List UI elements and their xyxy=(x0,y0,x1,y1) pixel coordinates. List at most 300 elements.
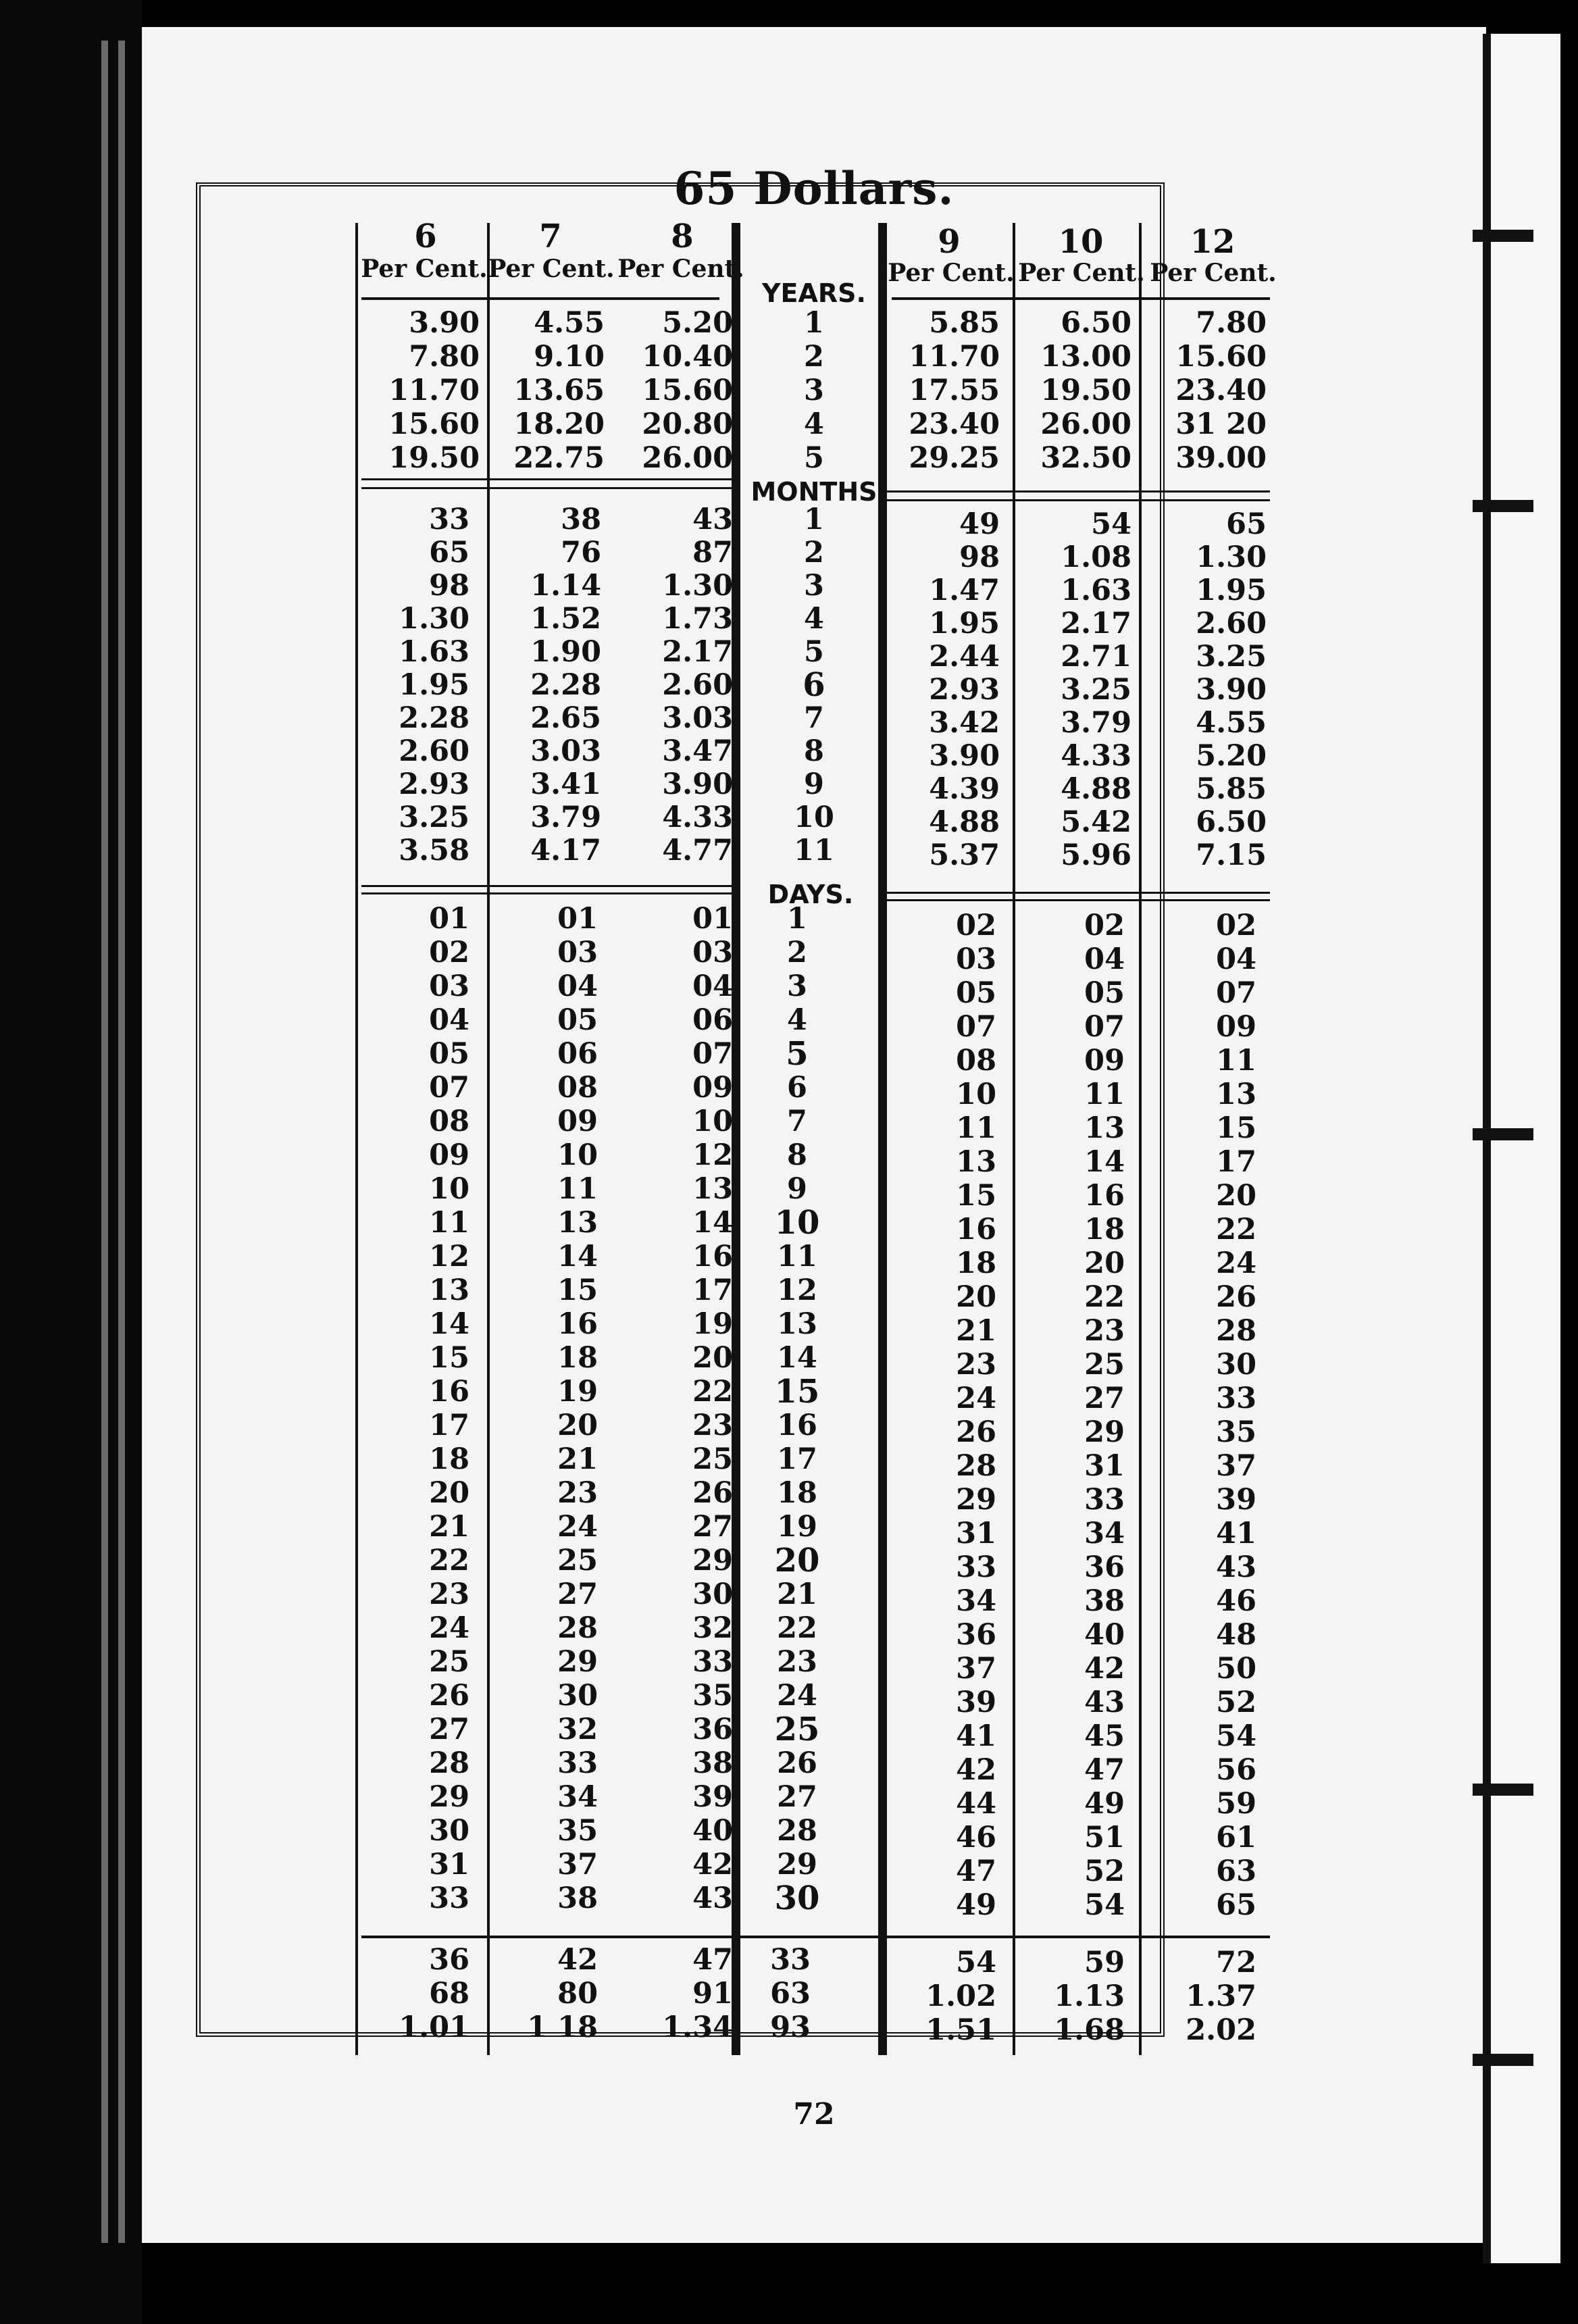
days-col-10-cell: 42 xyxy=(1084,1652,1125,1686)
header-rate-7: 7 xyxy=(539,218,562,255)
totals-col-7-cell: 42 xyxy=(557,1943,598,1977)
months-col-10-cell: 2.17 xyxy=(1061,607,1131,640)
days-col-8-cell: 36 xyxy=(692,1713,733,1746)
years-col-7 xyxy=(486,306,605,475)
days-col-8-cell: 04 xyxy=(692,969,733,1003)
months-col-8-cell: 2.17 xyxy=(662,635,733,669)
years-col-10-cell: 13.00 xyxy=(1040,340,1131,374)
days-periods-cell: 14 xyxy=(777,1341,817,1375)
days-col-10-cell: 47 xyxy=(1084,1753,1125,1787)
days-col-6-cell: 24 xyxy=(429,1611,469,1645)
days-col-6-cell: 31 xyxy=(429,1848,469,1881)
days-col-10-cell: 51 xyxy=(1084,1821,1125,1854)
years-col-8 xyxy=(611,306,733,475)
header-rate-6: 6 xyxy=(414,218,437,255)
days-col-7-cell: 27 xyxy=(557,1577,598,1611)
days-periods-cell: 18 xyxy=(777,1476,817,1510)
months-col-12-cell: 6.50 xyxy=(1196,805,1267,839)
totals-col-10-cell: 1.13 xyxy=(1054,1979,1125,2013)
days-col-6-cell: 22 xyxy=(429,1544,469,1577)
days-col-6-cell: 02 xyxy=(429,936,469,969)
years-section-rule xyxy=(878,490,1270,501)
years-col-8-cell: 10.40 xyxy=(642,340,733,374)
days-col-7-cell: 24 xyxy=(557,1510,598,1544)
days-col-6-cell: 14 xyxy=(429,1307,469,1341)
months-col-6-cell: 1.63 xyxy=(399,635,469,669)
days-col-12-cell: 37 xyxy=(1216,1449,1256,1483)
totals-col-7 xyxy=(486,1943,598,2044)
days-periods-cell: 1 xyxy=(787,902,807,936)
days-periods-cell: 8 xyxy=(787,1138,807,1172)
days-col-7-cell: 05 xyxy=(557,1003,598,1037)
months-col-6-cell: 3.25 xyxy=(399,801,469,834)
days-col-12-cell: 65 xyxy=(1216,1888,1256,1922)
days-col-7-cell: 06 xyxy=(557,1037,598,1071)
years-periods xyxy=(743,306,885,475)
days-col-7-cell: 34 xyxy=(557,1780,598,1814)
days-col-8-cell: 17 xyxy=(692,1273,733,1307)
days-periods-cell: 28 xyxy=(777,1814,817,1848)
days-col-8-cell: 06 xyxy=(692,1003,733,1037)
days-col-10-cell: 29 xyxy=(1084,1415,1125,1449)
days-col-6-cell: 05 xyxy=(429,1037,469,1071)
days-col-10-cell: 45 xyxy=(1084,1719,1125,1753)
days-col-12-cell: 56 xyxy=(1216,1753,1256,1787)
days-col-12-cell: 04 xyxy=(1216,942,1256,976)
binding-thread xyxy=(1473,1128,1533,1140)
header-rate-10: 10 xyxy=(1058,223,1104,261)
days-col-9-cell: 34 xyxy=(956,1584,996,1618)
years-col-12 xyxy=(1142,306,1267,475)
days-col-10-cell: 40 xyxy=(1084,1618,1125,1652)
months-col-12-cell: 5.20 xyxy=(1196,739,1267,773)
days-col-12-cell: 48 xyxy=(1216,1618,1256,1652)
months-col-12-cell: 5.85 xyxy=(1196,772,1267,806)
days-col-9-cell: 33 xyxy=(956,1550,996,1584)
months-col-6-cell: 65 xyxy=(429,536,469,570)
months-col-10-cell: 1.63 xyxy=(1061,574,1131,607)
days-col-10-cell: 09 xyxy=(1084,1044,1125,1078)
days-col-8-cell: 23 xyxy=(692,1409,733,1442)
days-label: DAYS. xyxy=(767,880,854,909)
days-periods-cell: 19 xyxy=(777,1510,817,1544)
years-col-10-cell: 19.50 xyxy=(1040,374,1131,407)
days-col-7-cell: 10 xyxy=(557,1138,598,1172)
days-col-7-cell: 38 xyxy=(557,1881,598,1915)
years-col-7-cell: 22.75 xyxy=(513,441,605,475)
months-col-12 xyxy=(1142,508,1267,872)
header-rate-8: 8 xyxy=(671,218,694,255)
book-binding xyxy=(1483,34,1491,2263)
years-col-10-cell: 32.50 xyxy=(1040,441,1131,475)
days-col-9-cell: 21 xyxy=(956,1314,996,1348)
totals-col-10-cell: 59 xyxy=(1084,1946,1125,1979)
days-col-9-cell: 37 xyxy=(956,1652,996,1686)
totals-col-9 xyxy=(878,1946,996,2047)
days-periods-cell: 24 xyxy=(777,1679,817,1713)
days-col-6-cell: 13 xyxy=(429,1273,469,1307)
days-col-6-cell: 01 xyxy=(429,902,469,936)
days-col-12-cell: 11 xyxy=(1216,1044,1256,1078)
days-col-10-cell: 22 xyxy=(1084,1280,1125,1314)
days-col-10-cell: 20 xyxy=(1084,1246,1125,1280)
days-col-8-cell: 07 xyxy=(692,1037,733,1071)
months-col-9-cell: 98 xyxy=(959,540,1000,574)
days-periods xyxy=(730,902,865,1915)
months-col-8-cell: 3.47 xyxy=(662,734,733,768)
days-col-6-cell: 27 xyxy=(429,1713,469,1746)
months-col-8 xyxy=(611,503,733,867)
header-rule xyxy=(892,297,1270,300)
days-col-6-cell: 04 xyxy=(429,1003,469,1037)
days-periods-cell: 21 xyxy=(777,1577,817,1611)
days-col-9-cell: 16 xyxy=(956,1213,996,1246)
days-col-10-cell: 14 xyxy=(1084,1145,1125,1179)
days-col-9 xyxy=(878,909,996,1922)
days-col-6 xyxy=(358,902,469,1915)
days-col-12-cell: 15 xyxy=(1216,1111,1256,1145)
days-col-12-cell: 07 xyxy=(1216,976,1256,1010)
page-stack-line xyxy=(101,41,108,2243)
adjacent-page-edge xyxy=(1486,34,1560,2263)
totals-col-12-cell: 72 xyxy=(1216,1946,1256,1979)
months-col-9-cell: 2.44 xyxy=(929,640,1000,674)
months-section-rule xyxy=(878,892,1270,901)
days-periods-cell: 25 xyxy=(774,1711,820,1748)
days-col-12-cell: 33 xyxy=(1216,1382,1256,1415)
days-col-9-cell: 29 xyxy=(956,1483,996,1517)
binding-thread xyxy=(1473,1784,1533,1796)
days-col-10-cell: 11 xyxy=(1084,1078,1125,1111)
days-col-9-cell: 15 xyxy=(956,1179,996,1213)
days-col-9-cell: 39 xyxy=(956,1686,996,1719)
days-col-9-cell: 02 xyxy=(956,909,996,942)
years-col-9-cell: 29.25 xyxy=(909,441,1000,475)
months-col-10-cell: 1.08 xyxy=(1061,540,1131,574)
totals-periods-cell: 93 xyxy=(770,2011,811,2044)
months-col-9-cell: 3.42 xyxy=(929,706,1000,740)
days-col-6-cell: 03 xyxy=(429,969,469,1003)
months-col-8-cell: 1.30 xyxy=(662,569,733,603)
days-col-7-cell: 30 xyxy=(557,1679,598,1713)
months-col-7-cell: 3.03 xyxy=(530,734,601,768)
days-col-7-cell: 29 xyxy=(557,1645,598,1679)
years-col-12-cell: 15.60 xyxy=(1175,340,1267,374)
days-col-12-cell: 50 xyxy=(1216,1652,1256,1686)
months-col-12-cell: 2.60 xyxy=(1196,607,1267,640)
months-label: MONTHS xyxy=(750,477,877,507)
days-col-6-cell: 10 xyxy=(429,1172,469,1206)
days-col-10-cell: 18 xyxy=(1084,1213,1125,1246)
days-col-7-cell: 23 xyxy=(557,1476,598,1510)
months-col-7-cell: 2.28 xyxy=(530,668,601,702)
days-col-10-cell: 54 xyxy=(1084,1888,1125,1922)
days-col-6-cell: 23 xyxy=(429,1577,469,1611)
days-col-12-cell: 24 xyxy=(1216,1246,1256,1280)
years-col-6-cell: 3.90 xyxy=(409,306,480,340)
months-periods-cell: 10 xyxy=(794,801,834,834)
months-col-12-cell: 3.90 xyxy=(1196,673,1267,707)
months-col-8-cell: 43 xyxy=(692,503,733,536)
days-col-7-cell: 14 xyxy=(557,1240,598,1273)
years-col-8-cell: 26.00 xyxy=(642,441,733,475)
months-col-7-cell: 1.14 xyxy=(530,569,601,603)
totals-periods-cell: 63 xyxy=(770,1977,811,2011)
days-periods-cell: 7 xyxy=(787,1105,807,1138)
years-col-12-cell: 31 20 xyxy=(1175,407,1267,441)
days-periods-cell: 23 xyxy=(777,1645,817,1679)
header-label-9: Per Cent. xyxy=(888,259,1015,287)
days-col-9-cell: 08 xyxy=(956,1044,996,1078)
days-col-7-cell: 37 xyxy=(557,1848,598,1881)
months-col-10-cell: 5.96 xyxy=(1061,838,1131,872)
months-periods-cell: 4 xyxy=(804,602,824,636)
days-col-8-cell: 22 xyxy=(692,1375,733,1409)
days-col-8 xyxy=(611,902,733,1915)
days-periods-cell: 10 xyxy=(774,1204,820,1242)
days-col-10-cell: 34 xyxy=(1084,1517,1125,1550)
months-col-10-cell: 5.42 xyxy=(1061,805,1131,839)
days-col-6-cell: 30 xyxy=(429,1814,469,1848)
days-periods-cell: 15 xyxy=(774,1373,820,1411)
months-periods-cell: 3 xyxy=(804,569,824,603)
days-col-7-cell: 19 xyxy=(557,1375,598,1409)
days-col-12-cell: 20 xyxy=(1216,1179,1256,1213)
days-periods-cell: 17 xyxy=(777,1442,817,1476)
months-col-8-cell: 87 xyxy=(692,536,733,570)
years-col-8-cell: 15.60 xyxy=(642,374,733,407)
months-col-6 xyxy=(358,503,469,867)
months-col-12-cell: 1.30 xyxy=(1196,540,1267,574)
months-periods-cell: 8 xyxy=(804,734,824,768)
days-col-7-cell: 11 xyxy=(557,1172,598,1206)
years-col-6-cell: 19.50 xyxy=(388,441,480,475)
days-col-12-cell: 30 xyxy=(1216,1348,1256,1382)
totals-col-8 xyxy=(611,1943,733,2044)
days-col-12-cell: 26 xyxy=(1216,1280,1256,1314)
days-col-8-cell: 42 xyxy=(692,1848,733,1881)
totals-col-7-cell: 80 xyxy=(557,1977,598,2011)
months-col-6-cell: 2.60 xyxy=(399,734,469,768)
days-col-8-cell: 27 xyxy=(692,1510,733,1544)
days-periods-cell: 9 xyxy=(787,1172,807,1206)
months-periods xyxy=(743,503,885,867)
months-col-10-cell: 4.88 xyxy=(1061,772,1131,806)
years-col-6-cell: 7.80 xyxy=(409,340,480,374)
binding-thread xyxy=(1473,230,1533,242)
months-col-8-cell: 4.33 xyxy=(662,801,733,834)
years-col-6 xyxy=(358,306,480,475)
months-col-7-cell: 3.79 xyxy=(530,801,601,834)
days-col-9-cell: 47 xyxy=(956,1854,996,1888)
months-periods-cell: 9 xyxy=(804,767,824,801)
days-periods-cell: 2 xyxy=(787,936,807,969)
days-col-7-cell: 08 xyxy=(557,1071,598,1105)
days-col-9-cell: 26 xyxy=(956,1415,996,1449)
days-col-10-cell: 04 xyxy=(1084,942,1125,976)
days-col-9-cell: 05 xyxy=(956,976,996,1010)
days-col-7-cell: 28 xyxy=(557,1611,598,1645)
months-col-7-cell: 3.41 xyxy=(530,767,601,801)
days-col-7-cell: 01 xyxy=(557,902,598,936)
months-periods-cell: 2 xyxy=(804,536,824,570)
days-col-6-cell: 12 xyxy=(429,1240,469,1273)
months-periods-cell: 6 xyxy=(803,666,825,704)
days-col-12-cell: 63 xyxy=(1216,1854,1256,1888)
days-col-9-cell: 10 xyxy=(956,1078,996,1111)
totals-periods xyxy=(730,1943,851,2044)
days-col-6-cell: 29 xyxy=(429,1780,469,1814)
years-label: YEARS. xyxy=(762,278,866,308)
months-col-12-cell: 1.95 xyxy=(1196,574,1267,607)
days-col-12-cell: 09 xyxy=(1216,1010,1256,1044)
days-periods-cell: 11 xyxy=(777,1240,817,1273)
months-col-9-cell: 4.39 xyxy=(929,772,1000,806)
months-col-7-cell: 76 xyxy=(561,536,601,570)
months-col-9-cell: 49 xyxy=(959,507,1000,541)
months-col-6-cell: 33 xyxy=(429,503,469,536)
days-col-7-cell: 33 xyxy=(557,1746,598,1780)
months-col-8-cell: 4.77 xyxy=(662,834,733,867)
years-col-8-cell: 5.20 xyxy=(662,306,733,340)
totals-col-6 xyxy=(358,1943,469,2044)
months-col-8-cell: 2.60 xyxy=(662,668,733,702)
days-col-7-cell: 35 xyxy=(557,1814,598,1848)
years-col-6-cell: 11.70 xyxy=(388,374,480,407)
days-col-6-cell: 17 xyxy=(429,1409,469,1442)
days-col-6-cell: 20 xyxy=(429,1476,469,1510)
days-col-9-cell: 31 xyxy=(956,1517,996,1550)
months-col-6-cell: 98 xyxy=(429,569,469,603)
days-col-6-cell: 33 xyxy=(429,1881,469,1915)
days-periods-cell: 27 xyxy=(777,1780,817,1814)
days-col-6-cell: 25 xyxy=(429,1645,469,1679)
months-col-12-cell: 7.15 xyxy=(1196,838,1267,872)
days-periods-cell: 3 xyxy=(787,969,807,1003)
days-col-12-cell: 46 xyxy=(1216,1584,1256,1618)
months-col-9-cell: 1.47 xyxy=(929,574,1000,607)
months-col-10 xyxy=(1010,508,1131,872)
days-col-8-cell: 30 xyxy=(692,1577,733,1611)
days-periods-cell: 16 xyxy=(777,1409,817,1442)
days-col-9-cell: 20 xyxy=(956,1280,996,1314)
days-col-10-cell: 05 xyxy=(1084,976,1125,1010)
days-col-9-cell: 28 xyxy=(956,1449,996,1483)
days-col-7-cell: 16 xyxy=(557,1307,598,1341)
totals-col-8-cell: 91 xyxy=(692,1977,733,2011)
days-col-6-cell: 07 xyxy=(429,1071,469,1105)
days-col-10-cell: 23 xyxy=(1084,1314,1125,1348)
months-col-6-cell: 2.93 xyxy=(399,767,469,801)
days-col-12-cell: 52 xyxy=(1216,1686,1256,1719)
days-col-9-cell: 46 xyxy=(956,1821,996,1854)
days-col-12-cell: 39 xyxy=(1216,1483,1256,1517)
years-col-10-cell: 6.50 xyxy=(1061,306,1131,340)
header-label-12: Per Cent. xyxy=(1150,259,1277,287)
days-col-7-cell: 32 xyxy=(557,1713,598,1746)
days-col-8-cell: 19 xyxy=(692,1307,733,1341)
years-col-7-cell: 9.10 xyxy=(534,340,605,374)
days-periods-cell: 29 xyxy=(777,1848,817,1881)
months-col-10-cell: 3.25 xyxy=(1061,673,1131,707)
years-col-9-cell: 23.40 xyxy=(909,407,1000,441)
days-col-8-cell: 43 xyxy=(692,1881,733,1915)
page-number: 72 xyxy=(793,2097,835,2131)
days-col-8-cell: 32 xyxy=(692,1611,733,1645)
months-col-7-cell: 1.90 xyxy=(530,635,601,669)
years-col-10-cell: 26.00 xyxy=(1040,407,1131,441)
page-stack-line xyxy=(118,41,125,2243)
days-col-8-cell: 33 xyxy=(692,1645,733,1679)
days-periods-cell: 26 xyxy=(777,1746,817,1780)
days-col-8-cell: 13 xyxy=(692,1172,733,1206)
days-periods-cell: 20 xyxy=(774,1542,820,1580)
days-periods-cell: 12 xyxy=(777,1273,817,1307)
days-col-6-cell: 18 xyxy=(429,1442,469,1476)
days-col-6-cell: 16 xyxy=(429,1375,469,1409)
days-col-7 xyxy=(486,902,598,1915)
days-col-8-cell: 40 xyxy=(692,1814,733,1848)
days-col-10-cell: 25 xyxy=(1084,1348,1125,1382)
binding-thread xyxy=(1473,500,1533,512)
days-col-9-cell: 36 xyxy=(956,1618,996,1652)
header-label-6: Per Cent. xyxy=(361,255,488,283)
years-col-7-cell: 18.20 xyxy=(513,407,605,441)
years-periods-cell: 2 xyxy=(804,340,824,374)
months-col-9 xyxy=(878,508,1000,872)
days-periods-cell: 30 xyxy=(774,1879,820,1917)
totals-col-9-cell: 54 xyxy=(956,1946,996,1979)
months-periods-cell: 1 xyxy=(804,503,824,536)
years-col-12-cell: 7.80 xyxy=(1196,306,1267,340)
header-label-10: Per Cent. xyxy=(1018,259,1145,287)
days-col-7-cell: 18 xyxy=(557,1341,598,1375)
days-col-9-cell: 42 xyxy=(956,1753,996,1787)
days-col-9-cell: 23 xyxy=(956,1348,996,1382)
days-col-12-cell: 41 xyxy=(1216,1517,1256,1550)
days-col-9-cell: 44 xyxy=(956,1787,996,1821)
years-col-7-cell: 4.55 xyxy=(534,306,605,340)
binding-thread xyxy=(1473,2054,1533,2066)
days-periods-cell: 4 xyxy=(787,1003,807,1037)
totals-col-7-cell: 1 18 xyxy=(527,2011,598,2044)
days-periods-cell: 5 xyxy=(786,1035,809,1073)
months-col-9-cell: 1.95 xyxy=(929,607,1000,640)
days-col-12-cell: 28 xyxy=(1216,1314,1256,1348)
days-col-12-cell: 59 xyxy=(1216,1787,1256,1821)
days-col-8-cell: 39 xyxy=(692,1780,733,1814)
days-col-7-cell: 21 xyxy=(557,1442,598,1476)
days-col-9-cell: 49 xyxy=(956,1888,996,1922)
months-col-7-cell: 4.17 xyxy=(530,834,601,867)
days-col-8-cell: 20 xyxy=(692,1341,733,1375)
months-col-10-cell: 54 xyxy=(1091,507,1131,541)
days-col-9-cell: 41 xyxy=(956,1719,996,1753)
months-col-8-cell: 3.90 xyxy=(662,767,733,801)
years-section-rule xyxy=(361,478,740,489)
days-col-9-cell: 24 xyxy=(956,1382,996,1415)
months-col-6-cell: 3.58 xyxy=(399,834,469,867)
totals-col-9-cell: 1.51 xyxy=(925,2013,996,2047)
months-col-12-cell: 4.55 xyxy=(1196,706,1267,740)
years-col-9 xyxy=(878,306,1000,475)
days-col-8-cell: 26 xyxy=(692,1476,733,1510)
days-col-10-cell: 27 xyxy=(1084,1382,1125,1415)
totals-col-6-cell: 36 xyxy=(429,1943,469,1977)
days-col-7-cell: 20 xyxy=(557,1409,598,1442)
days-col-12-cell: 43 xyxy=(1216,1550,1256,1584)
years-periods-cell: 4 xyxy=(804,407,824,441)
